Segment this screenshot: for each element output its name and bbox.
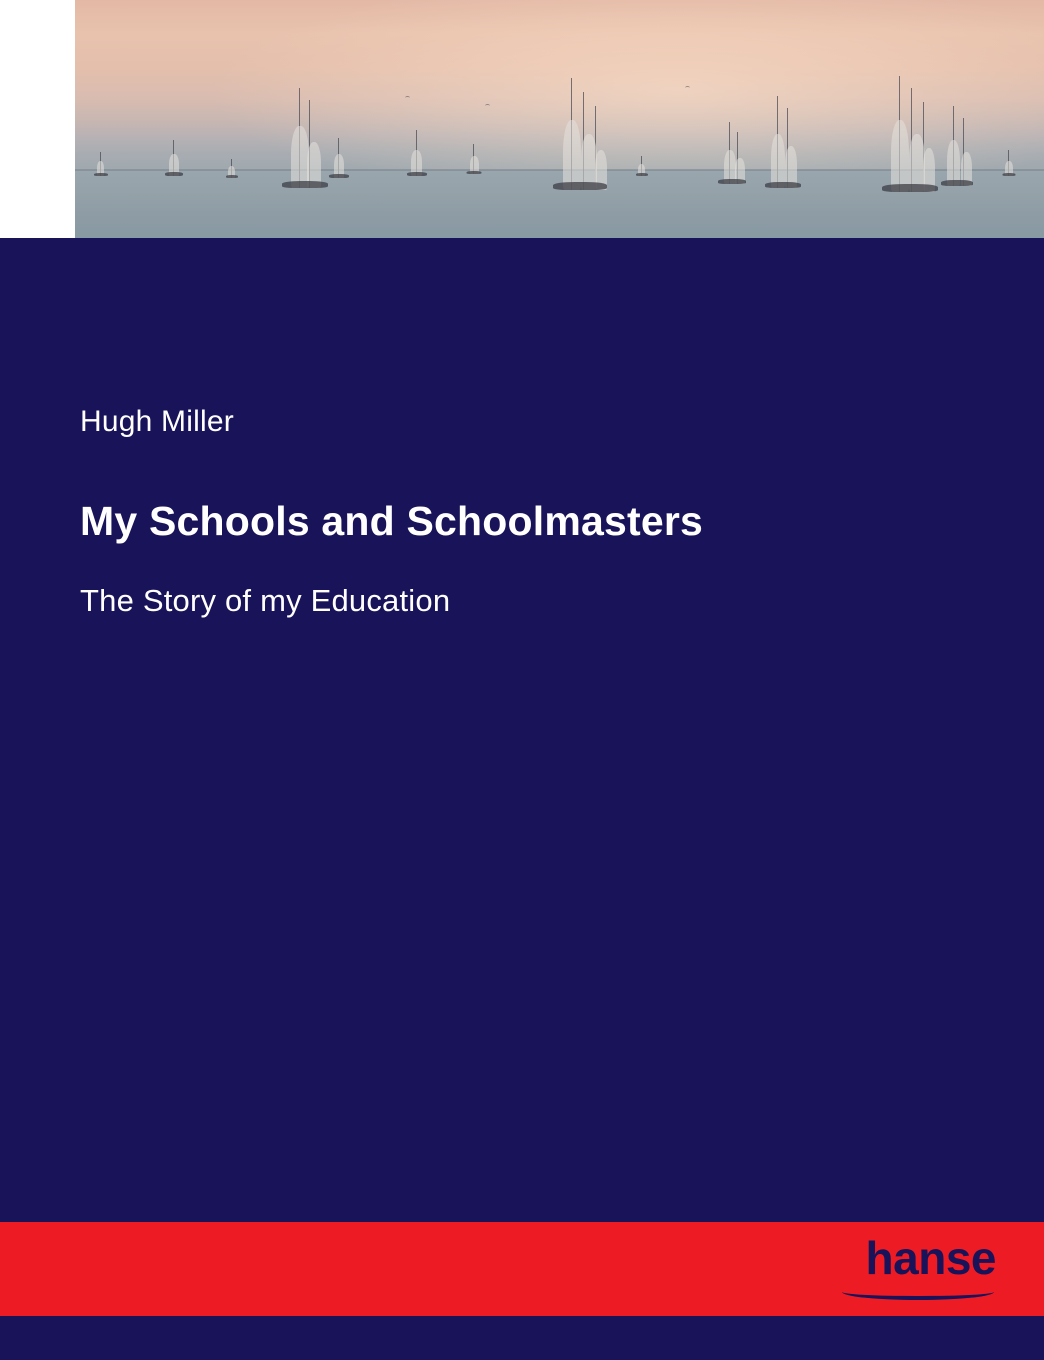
sailing-ship — [1001, 146, 1017, 176]
sailing-ship — [761, 92, 805, 188]
sailing-ship — [545, 72, 615, 190]
sailing-ship — [405, 126, 429, 176]
cover-background — [0, 238, 1044, 1222]
cover-photo — [75, 0, 1044, 238]
sailing-ship — [327, 134, 351, 178]
logo-swoosh-icon — [842, 1284, 994, 1300]
footer-navy-strip — [0, 1316, 1044, 1360]
publisher-logo-text: hanse — [865, 1232, 996, 1284]
sailing-ship — [465, 140, 483, 174]
publisher-logo — [836, 1232, 996, 1306]
sailing-ship — [93, 148, 109, 176]
bird-icon — [685, 86, 690, 90]
sailing-ship — [875, 70, 945, 192]
author-name: Hugh Miller — [80, 405, 234, 438]
sailing-ship — [275, 82, 335, 188]
sailing-ship — [937, 102, 977, 186]
sailing-ship — [715, 118, 749, 184]
book-title: My Schools and Schoolmasters — [80, 498, 704, 544]
book-subtitle: The Story of my Education — [80, 583, 451, 618]
sailing-ship — [225, 156, 239, 178]
bird-icon — [485, 104, 490, 108]
sailing-ship — [163, 136, 185, 176]
sailing-ship — [635, 152, 649, 176]
bird-icon — [405, 96, 410, 100]
